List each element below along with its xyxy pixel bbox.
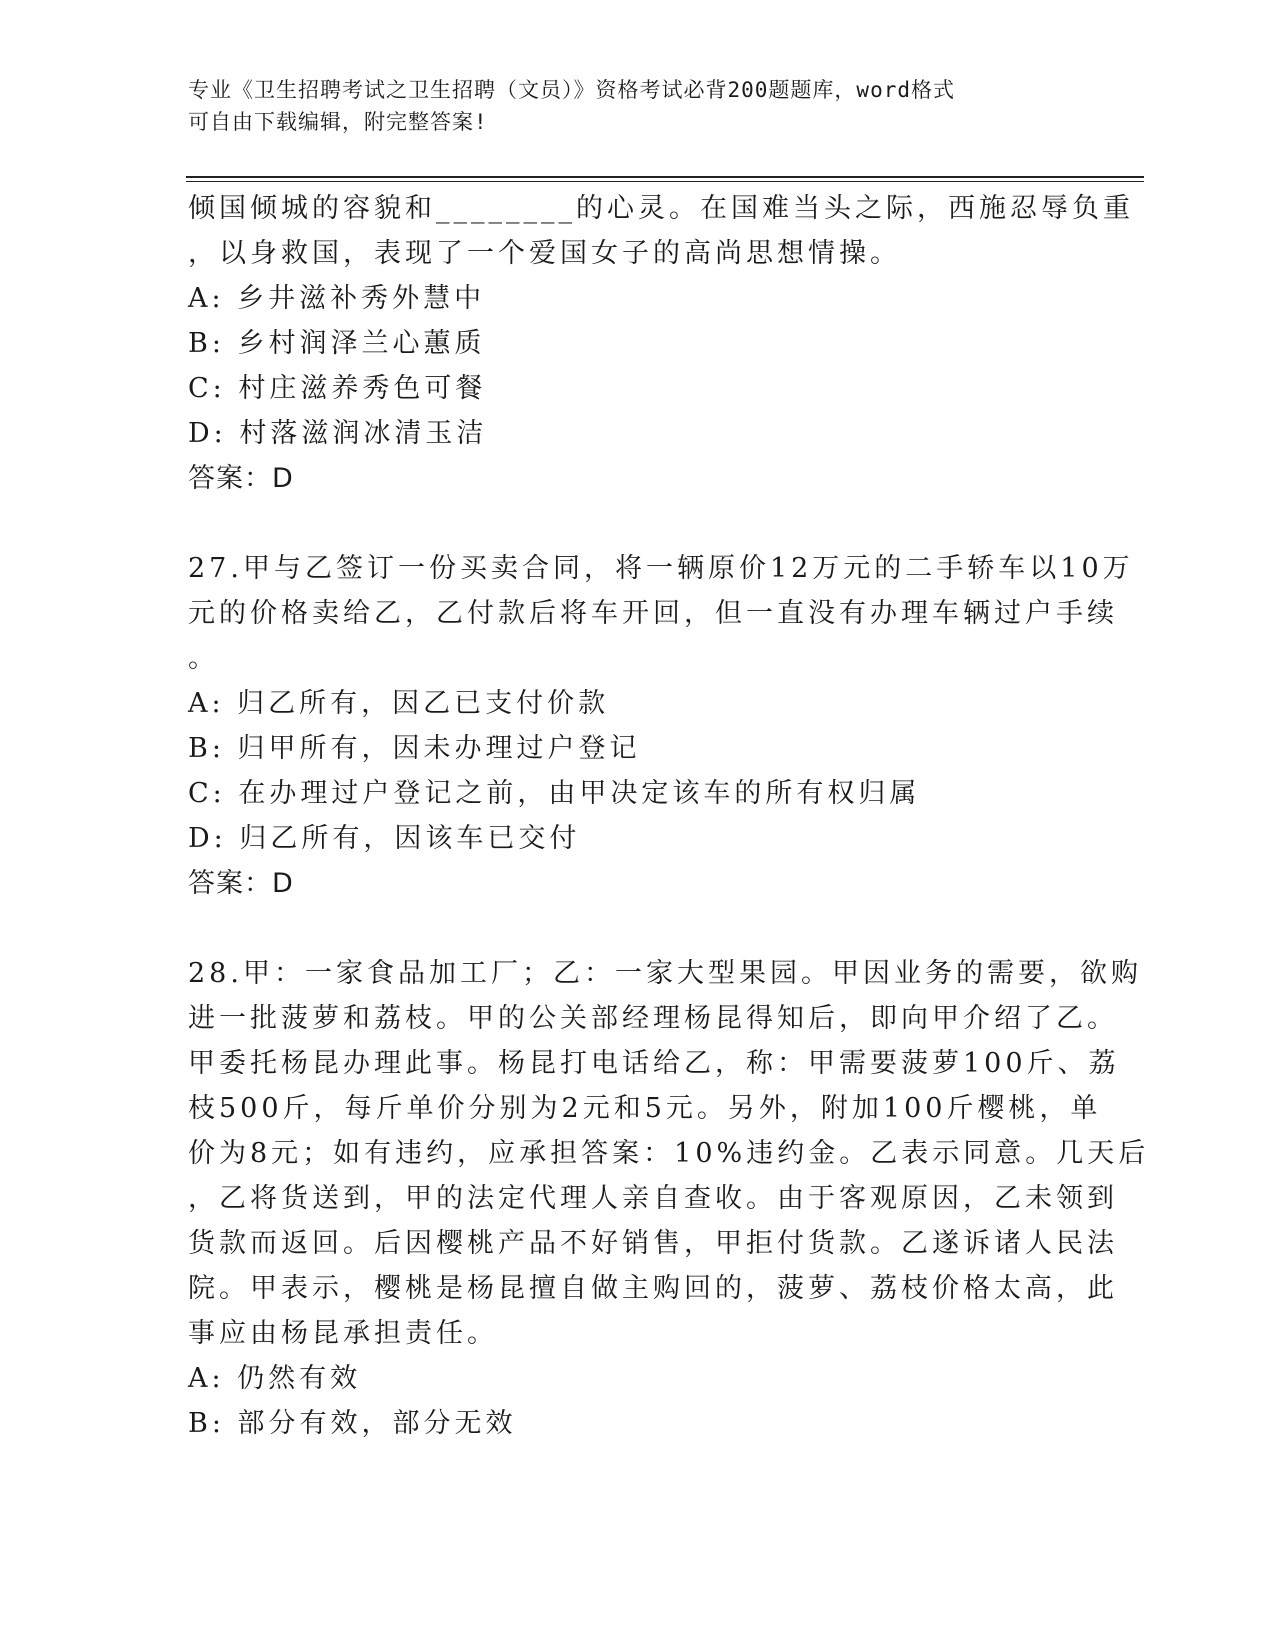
question-text-line: ，以身救国，表现了一个爱国女子的高尚思想情操。 [188, 238, 901, 269]
header-title-line-2: 可自由下载编辑，附完整答案! [188, 110, 488, 134]
option-c: C: 在办理过户登记之前，由甲决定该车的所有权归属 [188, 778, 921, 809]
header-divider-thin [186, 181, 1144, 182]
option-b: B: 部分有效，部分无效 [188, 1408, 517, 1439]
question-text-line: 枝500斤，每斤单价分别为2元和5元。另外，附加100斤樱桃，单 [188, 1093, 1102, 1124]
question-text-line: 事应由杨昆承担责任。 [188, 1318, 498, 1349]
question-26 [188, 186, 1134, 501]
question-text-line: 28.甲：一家食品加工厂；乙：一家大型果园。甲因业务的需要，欲购 [188, 958, 1142, 989]
question-text-line: 甲委托杨昆办理此事。杨昆打电话给乙，称：甲需要菠萝100斤、荔 [188, 1048, 1120, 1079]
question-text-line: 价为8元；如有违约，应承担答案：10%违约金。乙表示同意。几天后 [188, 1138, 1150, 1169]
question-text-line: 27.甲与乙签订一份买卖合同，将一辆原价12万元的二手轿车以10万 [188, 553, 1134, 584]
option-a: A: 乡井滋补秀外慧中 [188, 283, 486, 314]
question-text-line: 院。甲表示，樱桃是杨昆擅自做主购回的，菠萝、荔枝价格太高，此 [188, 1273, 1118, 1304]
option-a: A: 归乙所有，因乙已支付价款 [188, 688, 610, 719]
question-28 [188, 951, 1150, 1446]
option-c: C: 村庄滋养秀色可餐 [188, 373, 487, 404]
option-a: A: 仍然有效 [188, 1363, 362, 1394]
answer-label: 答案：D [188, 463, 294, 494]
answer-label: 答案：D [188, 868, 294, 899]
question-text-line: 进一批菠萝和荔枝。甲的公关部经理杨昆得知后，即向甲介绍了乙。 [188, 1003, 1118, 1034]
option-b: B: 乡村润泽兰心蕙质 [188, 328, 486, 359]
question-text-line: 元的价格卖给乙，乙付款后将车开回，但一直没有办理车辆过户手续 [188, 598, 1118, 629]
question-text-line: 倾国倾城的容貌和________的心灵。在国难当头之际，西施忍辱负重 [188, 193, 1134, 224]
option-b: B: 归甲所有，因未办理过户登记 [188, 733, 641, 764]
option-d: D: 归乙所有，因该车已交付 [188, 823, 581, 854]
document-body [188, 186, 1150, 1446]
header-title-line-1: 专业《卫生招聘考试之卫生招聘（文员）》资格考试必背200题题库，word格式 [188, 78, 955, 102]
option-d: D: 村落滋润冰清玉洁 [188, 418, 488, 449]
question-text-line: 。 [188, 643, 219, 674]
header-divider-thick [186, 176, 1144, 178]
document-header [188, 74, 1068, 138]
question-text-line: ，乙将货送到，甲的法定代理人亲自查收。由于客观原因，乙未领到 [188, 1183, 1118, 1214]
question-27 [188, 546, 1134, 906]
question-text-line: 货款而返回。后因樱桃产品不好销售，甲拒付货款。乙遂诉诸人民法 [188, 1228, 1118, 1259]
